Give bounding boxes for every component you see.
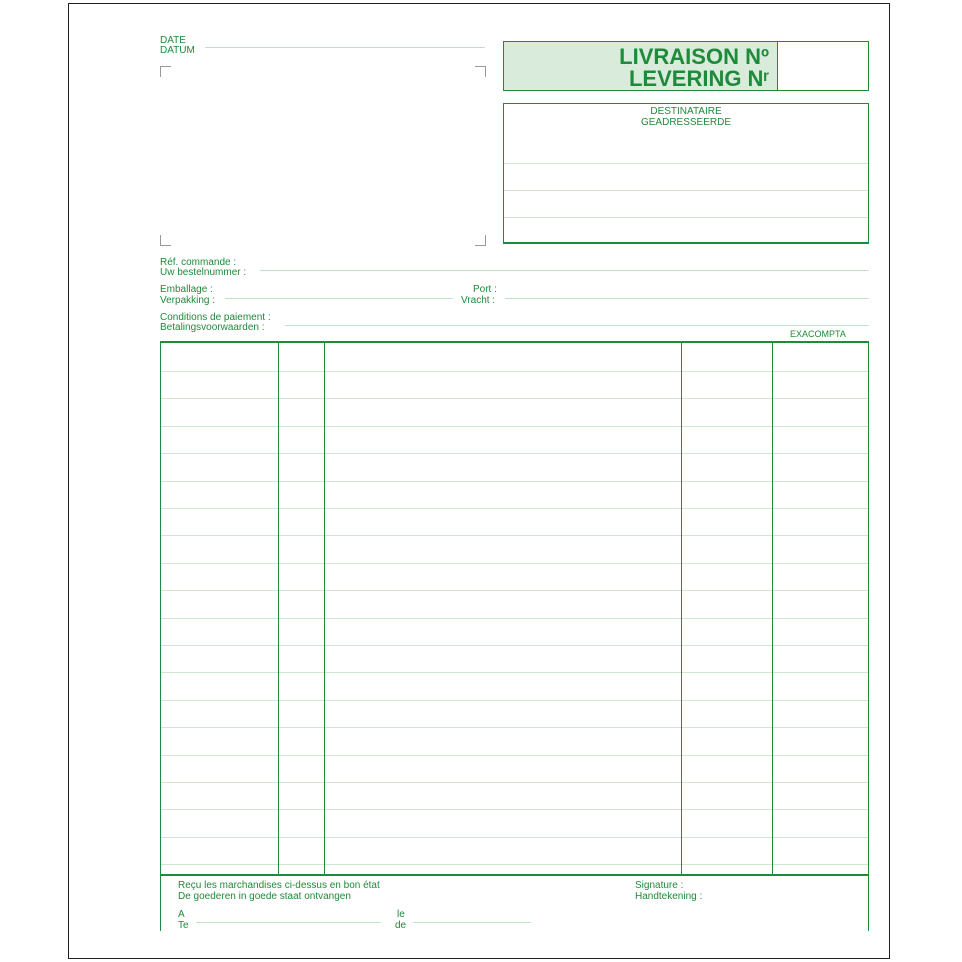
title-nl: LEVERING Nʳ <box>628 66 769 91</box>
payment-line[interactable] <box>285 325 869 326</box>
port-label-fr: Port : <box>473 284 497 295</box>
table-row[interactable] <box>161 481 868 482</box>
received-label-nl: De goederen in goede staat ontvangen <box>178 891 351 902</box>
table-footer-rule <box>161 874 868 876</box>
table-row[interactable] <box>161 672 868 673</box>
order-ref-line[interactable] <box>260 270 869 271</box>
place-label-nl: Te <box>178 920 189 931</box>
recipient-line-3[interactable] <box>504 217 868 218</box>
column-divider-3 <box>681 343 682 874</box>
port-label-nl: Vracht : <box>461 295 496 306</box>
table-row[interactable] <box>161 398 868 399</box>
column-divider-1 <box>278 343 279 874</box>
payment-label-nl: Betalingsvoorwaarden : <box>160 322 265 333</box>
signature-field[interactable] <box>721 881 861 921</box>
recipient-label-nl: GEADRESSEERDE <box>640 117 732 128</box>
address-corner-bl <box>160 235 171 246</box>
place-label-fr: A <box>178 909 185 920</box>
date-label-nl: DATUM <box>160 45 195 56</box>
date2-label-fr: le <box>397 909 405 920</box>
address-corner-br <box>475 235 486 246</box>
table-row[interactable] <box>161 590 868 591</box>
order-ref-label-fr: Réf. commande : <box>160 257 237 268</box>
table-row[interactable] <box>161 453 868 454</box>
date2-label-nl: de <box>395 920 407 931</box>
recipient-box <box>503 103 869 244</box>
items-table <box>160 341 869 931</box>
table-row[interactable] <box>161 864 868 865</box>
table-row[interactable] <box>161 727 868 728</box>
received-label-fr: Reçu les marchandises ci-dessus en bon état <box>178 880 380 891</box>
column-divider-4 <box>772 343 773 874</box>
recipient-label-fr: DESTINATAIRE <box>650 106 722 117</box>
order-ref-label-nl: Uw bestelnummer : <box>160 267 247 278</box>
address-corner-tr <box>475 66 486 77</box>
packaging-line[interactable] <box>225 298 453 299</box>
table-row[interactable] <box>161 837 868 838</box>
packaging-label-fr: Emballage : <box>160 284 213 295</box>
date-label-fr: DATE <box>160 35 186 46</box>
table-row[interactable] <box>161 645 868 646</box>
signature-label-nl: Handtekening : <box>635 891 703 902</box>
table-row[interactable] <box>161 371 868 372</box>
signature-label-fr: Signature : <box>635 880 684 891</box>
delivery-number-field[interactable] <box>779 42 868 90</box>
place-line[interactable] <box>196 922 381 923</box>
address-corner-tl <box>160 66 171 77</box>
payment-label-fr: Conditions de paiement : <box>160 312 271 323</box>
delivery-number-box <box>503 41 869 91</box>
column-divider-2 <box>324 343 325 874</box>
table-row[interactable] <box>161 426 868 427</box>
table-row[interactable] <box>161 618 868 619</box>
packaging-label-nl: Verpakking : <box>160 295 216 306</box>
recipient-line-2[interactable] <box>504 190 868 191</box>
brand-label: EXACOMPTA <box>790 329 846 339</box>
table-row[interactable] <box>161 809 868 810</box>
title-panel <box>504 42 778 90</box>
table-row[interactable] <box>161 508 868 509</box>
table-row[interactable] <box>161 535 868 536</box>
port-line[interactable] <box>505 298 869 299</box>
date2-line[interactable] <box>413 922 531 923</box>
table-row[interactable] <box>161 782 868 783</box>
date-line[interactable] <box>205 47 485 48</box>
recipient-line-1[interactable] <box>504 163 868 164</box>
title-fr: LIVRAISON Nº <box>619 44 769 69</box>
table-row[interactable] <box>161 755 868 756</box>
table-row[interactable] <box>161 700 868 701</box>
table-row[interactable] <box>161 563 868 564</box>
